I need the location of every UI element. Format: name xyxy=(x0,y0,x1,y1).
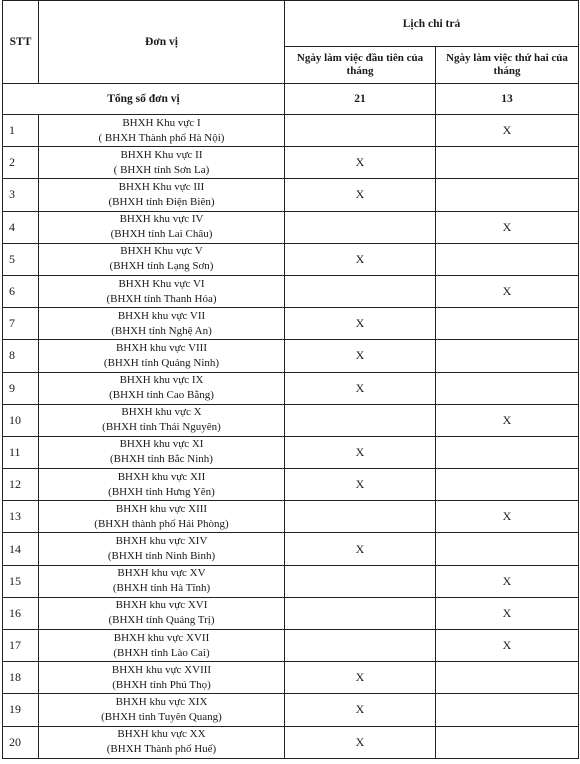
table-row xyxy=(3,533,579,565)
row-first-day-mark: X xyxy=(285,179,436,211)
row-stt: 7 xyxy=(3,308,39,340)
row-stt: 16 xyxy=(3,597,39,629)
row-unit-name: BHXH khu vực XVII xyxy=(113,631,210,644)
row-unit-province: (BHXH tỉnh Bắc Ninh) xyxy=(110,453,213,466)
row-unit xyxy=(39,565,285,597)
row-unit xyxy=(39,533,285,565)
table-row xyxy=(3,308,579,340)
row-stt: 4 xyxy=(3,211,39,243)
row-first-day-mark: X xyxy=(285,694,436,726)
row-unit-name: BHXH khu vực VII xyxy=(117,309,206,322)
header-first-day: Ngày làm việc đầu tiên của tháng xyxy=(285,47,436,84)
row-second-day-mark: X xyxy=(436,630,579,662)
row-second-day-mark xyxy=(436,179,579,211)
table-row xyxy=(3,179,579,211)
row-unit xyxy=(39,147,285,179)
row-second-day-mark xyxy=(436,662,579,694)
row-stt: 5 xyxy=(3,243,39,275)
total-row xyxy=(3,84,579,115)
row-second-day-mark xyxy=(436,694,579,726)
row-unit xyxy=(39,469,285,501)
row-stt: 10 xyxy=(3,404,39,436)
table-row xyxy=(3,694,579,726)
row-unit-name: BHXH Khu vực II xyxy=(120,148,203,161)
row-second-day-mark xyxy=(436,340,579,372)
row-first-day-mark xyxy=(285,404,436,436)
row-stt: 18 xyxy=(3,662,39,694)
row-unit-name: BHXH Khu vực III xyxy=(118,180,205,193)
row-unit-province: (BHXH tỉnh Nghệ An) xyxy=(111,324,212,337)
row-stt: 13 xyxy=(3,501,39,533)
row-unit-name: BHXH khu vực XIII xyxy=(115,502,208,515)
row-unit-name: BHXH khu vực X xyxy=(121,406,202,419)
table-row xyxy=(3,115,579,147)
row-unit-name: BHXH khu vực XIV xyxy=(115,535,208,548)
row-unit xyxy=(39,501,285,533)
table-row xyxy=(3,630,579,662)
row-first-day-mark xyxy=(285,501,436,533)
row-unit-name: BHXH khu vực XVI xyxy=(115,599,208,612)
row-unit-province: (BHXH thành phố Hải Phòng) xyxy=(94,517,229,530)
row-first-day-mark: X xyxy=(285,469,436,501)
row-stt: 9 xyxy=(3,372,39,404)
table-row xyxy=(3,726,579,758)
row-unit-name: BHXH Khu vực VI xyxy=(118,277,205,290)
row-second-day-mark: X xyxy=(436,597,579,629)
row-unit-province: (BHXH tỉnh Hà Tĩnh) xyxy=(112,582,211,595)
row-first-day-mark xyxy=(285,115,436,147)
row-second-day-mark xyxy=(436,372,579,404)
row-unit xyxy=(39,662,285,694)
row-stt: 3 xyxy=(3,179,39,211)
row-stt: 14 xyxy=(3,533,39,565)
row-stt: 1 xyxy=(3,115,39,147)
header-stt: STT xyxy=(3,1,39,84)
row-unit-province: ( BHXH tỉnh Sơn La) xyxy=(113,163,210,176)
row-first-day-mark: X xyxy=(285,726,436,758)
payment-schedule-table xyxy=(2,0,579,759)
row-unit xyxy=(39,726,285,758)
table-row xyxy=(3,565,579,597)
row-unit-name: BHXH khu vực VIII xyxy=(116,341,207,354)
row-stt: 2 xyxy=(3,147,39,179)
row-unit-name: BHXH khu vực IX xyxy=(119,374,204,387)
row-unit-province: ( BHXH Thành phố Hà Nội) xyxy=(98,131,225,144)
table-row xyxy=(3,340,579,372)
header-schedule: Lịch chi trả xyxy=(285,1,579,47)
row-first-day-mark: X xyxy=(285,243,436,275)
row-unit xyxy=(39,597,285,629)
row-first-day-mark: X xyxy=(285,662,436,694)
row-unit-province: (BHXH tỉnh Quảng Ninh) xyxy=(103,356,220,369)
row-first-day-mark: X xyxy=(285,436,436,468)
row-second-day-mark xyxy=(436,436,579,468)
row-unit xyxy=(39,404,285,436)
row-unit-name: BHXH khu vực XV xyxy=(117,567,206,580)
row-unit xyxy=(39,436,285,468)
row-unit-province: (BHXH tỉnh Ninh Bình) xyxy=(107,550,216,563)
row-stt: 17 xyxy=(3,630,39,662)
row-stt: 19 xyxy=(3,694,39,726)
table-row xyxy=(3,211,579,243)
row-first-day-mark: X xyxy=(285,533,436,565)
row-unit xyxy=(39,243,285,275)
row-unit-name: BHXH khu vực XII xyxy=(117,470,206,483)
row-unit-province: (BHXH tỉnh Cao Bằng) xyxy=(109,389,214,402)
row-second-day-mark xyxy=(436,533,579,565)
row-unit xyxy=(39,211,285,243)
row-unit xyxy=(39,275,285,307)
row-unit-province: (BHXH tỉnh Thanh Hóa) xyxy=(106,292,217,305)
row-unit-name: BHXH Khu vực V xyxy=(120,245,203,258)
row-unit-province: (BHXH Thành phố Huế) xyxy=(106,743,217,756)
row-second-day-mark: X xyxy=(436,501,579,533)
row-unit-name: BHXH Khu vực I xyxy=(122,116,201,129)
row-unit xyxy=(39,694,285,726)
row-first-day-mark: X xyxy=(285,372,436,404)
row-first-day-mark: X xyxy=(285,147,436,179)
row-second-day-mark: X xyxy=(436,211,579,243)
table-row xyxy=(3,597,579,629)
row-first-day-mark xyxy=(285,630,436,662)
row-first-day-mark xyxy=(285,565,436,597)
row-second-day-mark xyxy=(436,469,579,501)
row-unit-province: (BHXH tỉnh Lạng Sơn) xyxy=(109,260,214,273)
row-stt: 12 xyxy=(3,469,39,501)
row-first-day-mark xyxy=(285,597,436,629)
row-unit-province: (BHXH tỉnh Quảng Trị) xyxy=(108,614,215,627)
table-row xyxy=(3,147,579,179)
row-unit-name: BHXH khu vực XIX xyxy=(115,695,208,708)
row-stt: 11 xyxy=(3,436,39,468)
row-stt: 6 xyxy=(3,275,39,307)
row-first-day-mark xyxy=(285,211,436,243)
row-second-day-mark xyxy=(436,147,579,179)
table-row xyxy=(3,436,579,468)
row-first-day-mark xyxy=(285,275,436,307)
table-row xyxy=(3,662,579,694)
total-label: Tổng số đơn vị xyxy=(3,84,285,115)
table-row xyxy=(3,501,579,533)
row-unit-name: BHXH khu vực XVIII xyxy=(111,663,212,676)
row-unit-province: (BHXH tỉnh Lào Cai) xyxy=(113,646,210,659)
table-row xyxy=(3,243,579,275)
row-unit xyxy=(39,372,285,404)
row-unit-name: BHXH khu vực XI xyxy=(119,438,204,451)
row-stt: 20 xyxy=(3,726,39,758)
row-unit-name: BHXH khu vực XX xyxy=(117,728,206,741)
row-first-day-mark: X xyxy=(285,340,436,372)
row-second-day-mark: X xyxy=(436,275,579,307)
row-unit-province: (BHXH tỉnh Tuyên Quang) xyxy=(101,710,222,723)
row-stt: 8 xyxy=(3,340,39,372)
table-row xyxy=(3,404,579,436)
row-unit-province: (BHXH tỉnh Hưng Yên) xyxy=(108,485,215,498)
row-unit-province: (BHXH tỉnh Phú Thọ) xyxy=(112,678,211,691)
row-second-day-mark: X xyxy=(436,565,579,597)
row-unit xyxy=(39,308,285,340)
header-second-day: Ngày làm việc thứ hai của tháng xyxy=(436,47,579,84)
row-unit xyxy=(39,179,285,211)
row-unit xyxy=(39,115,285,147)
row-unit-province: (BHXH tỉnh Lai Châu) xyxy=(110,228,213,241)
row-unit-name: BHXH khu vực IV xyxy=(119,213,204,226)
row-unit xyxy=(39,340,285,372)
row-second-day-mark: X xyxy=(436,404,579,436)
row-unit-province: (BHXH tỉnh Điện Biên) xyxy=(108,195,215,208)
header-unit: Đơn vị xyxy=(39,1,285,84)
row-second-day-mark: X xyxy=(436,115,579,147)
total-second: 13 xyxy=(436,84,579,115)
row-first-day-mark: X xyxy=(285,308,436,340)
row-unit xyxy=(39,630,285,662)
row-stt: 15 xyxy=(3,565,39,597)
table-row xyxy=(3,372,579,404)
table-row xyxy=(3,275,579,307)
row-unit-province: (BHXH tỉnh Thái Nguyên) xyxy=(102,421,221,434)
row-second-day-mark xyxy=(436,243,579,275)
row-second-day-mark xyxy=(436,726,579,758)
table-row xyxy=(3,469,579,501)
total-first: 21 xyxy=(285,84,436,115)
row-second-day-mark xyxy=(436,308,579,340)
